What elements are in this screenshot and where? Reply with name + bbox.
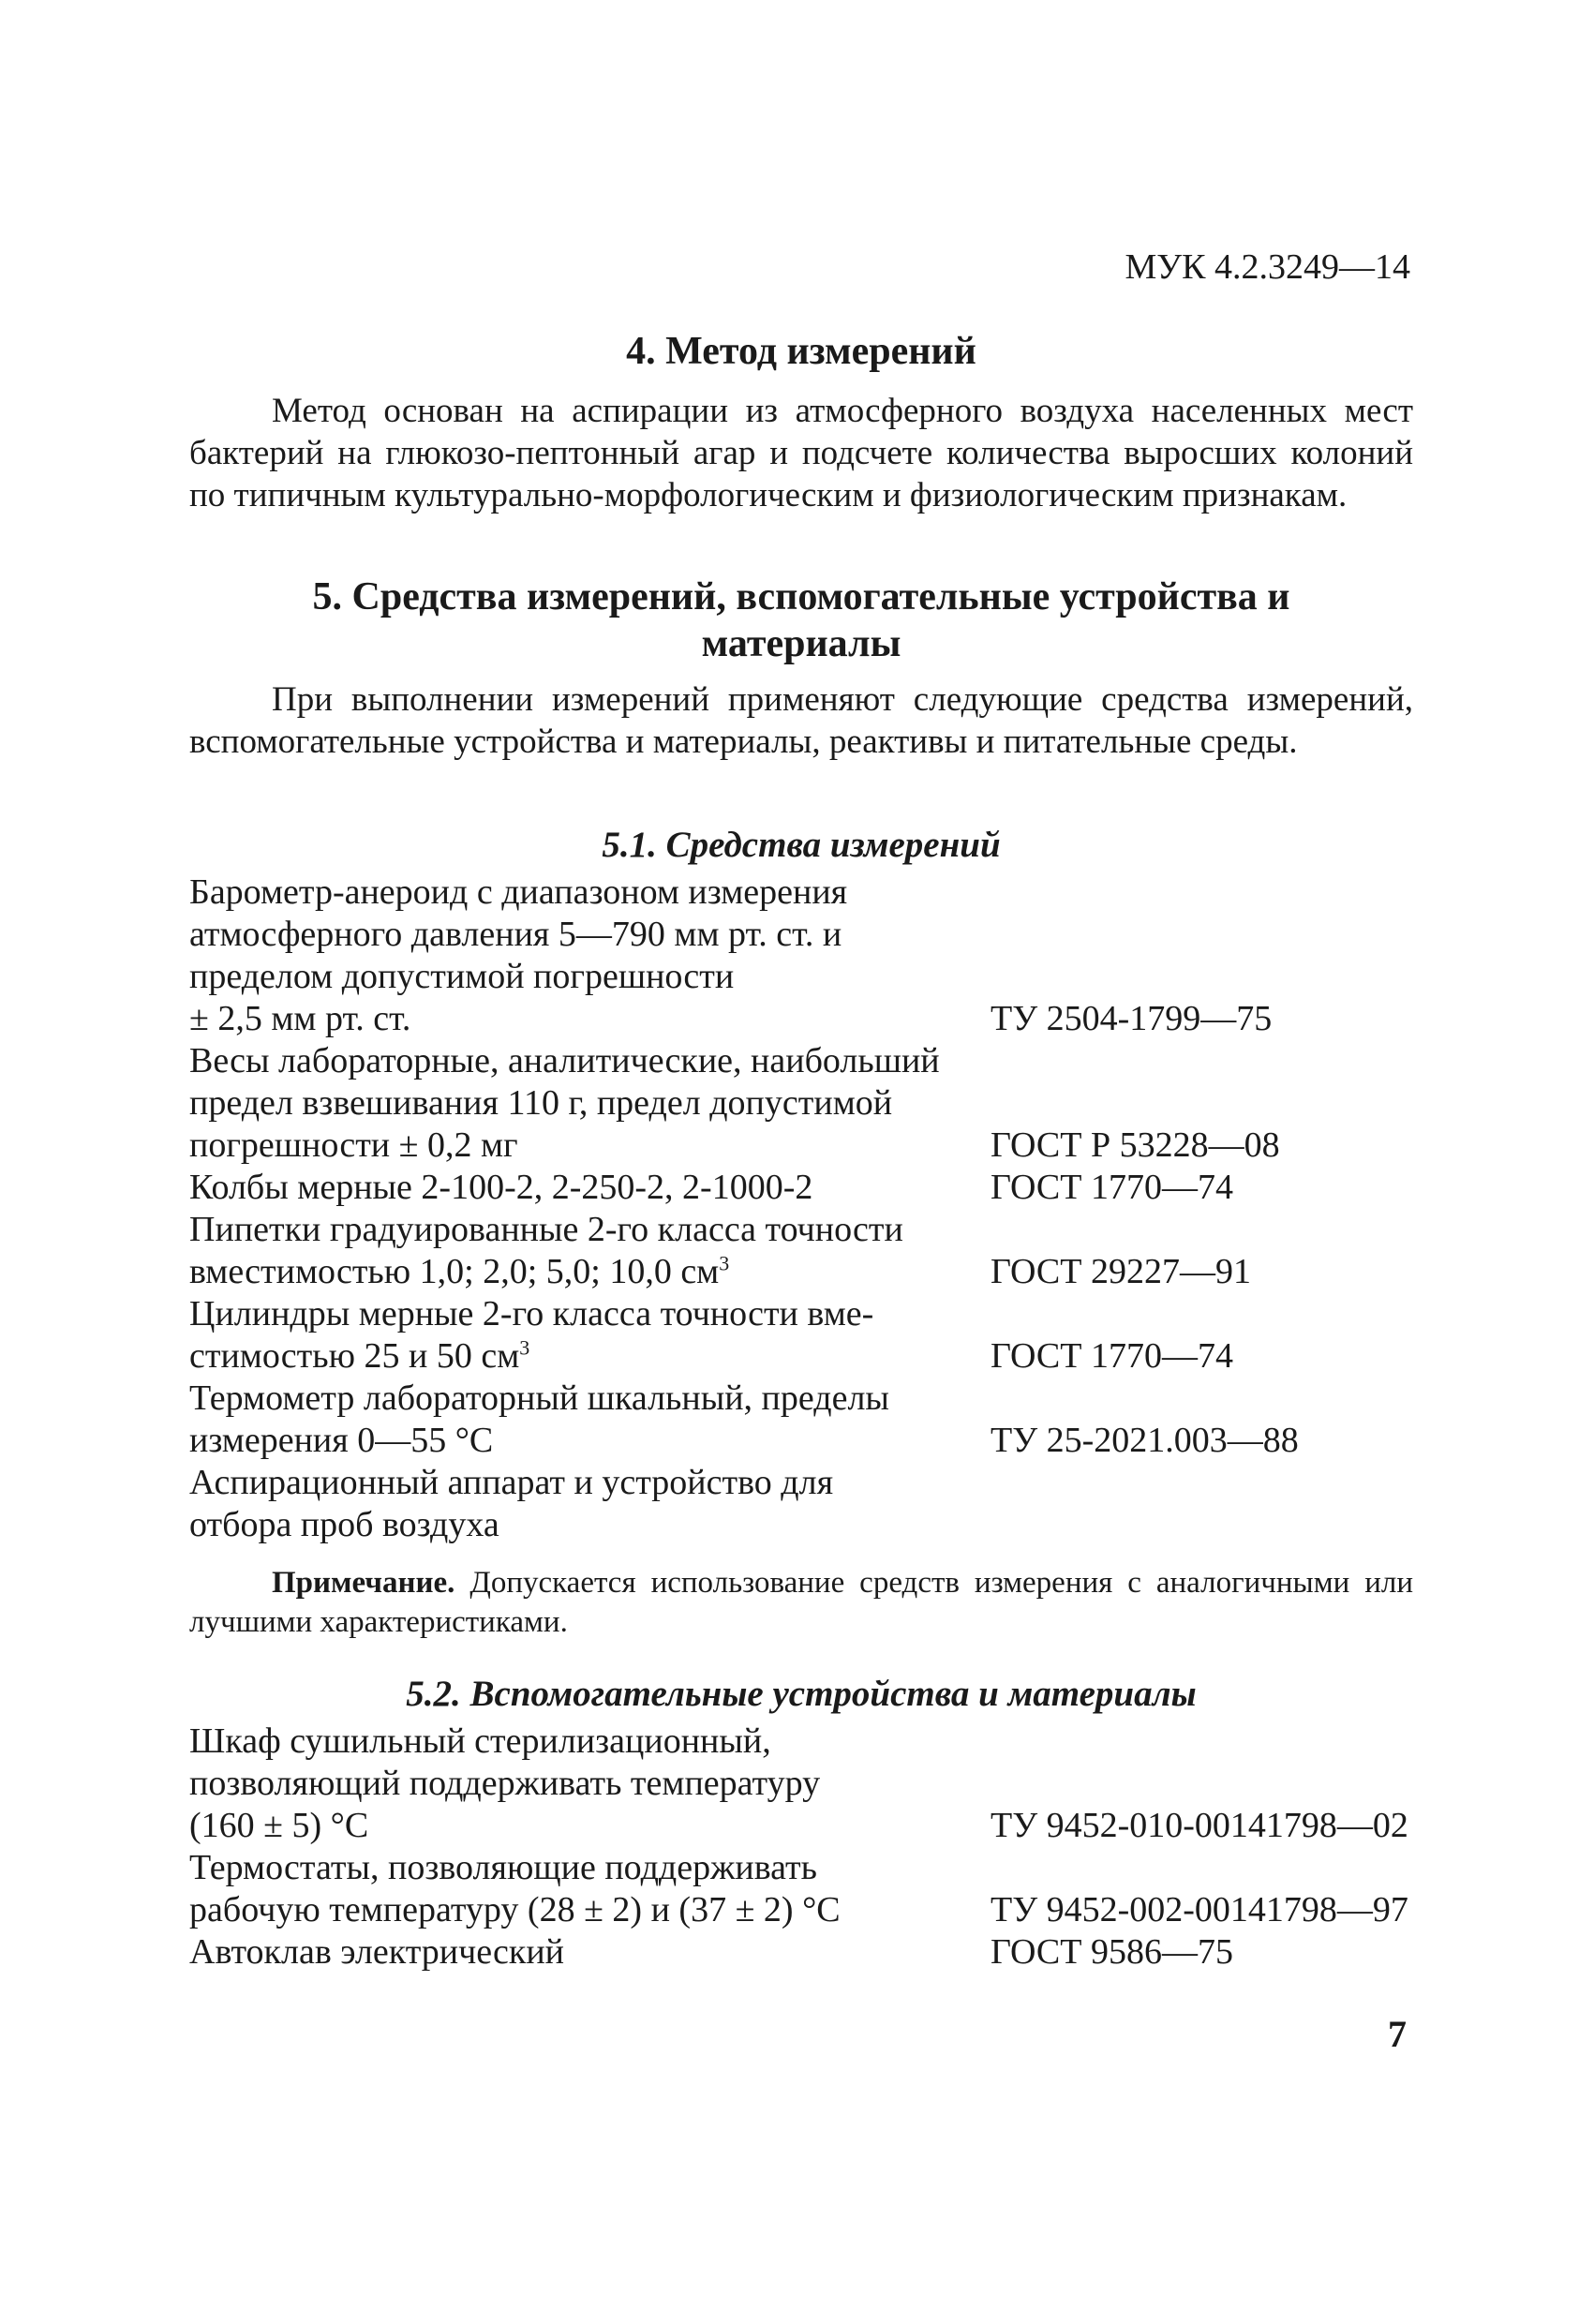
item-standard: ТУ 9452-010-00141798—02	[991, 1806, 1408, 1845]
list-item	[189, 1167, 1413, 1209]
superscript: 3	[519, 1335, 530, 1360]
section-5-paragraph: При выполнении измерений применяют следующие средства измерений, вспомогательные устройства и материалы, реактивы и питательные среды.	[189, 680, 1413, 761]
list-item	[189, 872, 1413, 1040]
section-5-title-line2: материалы	[701, 622, 901, 665]
list-item	[189, 1209, 1413, 1293]
document-code: МУК 4.2.3249—14	[1125, 247, 1410, 287]
section-4-title: 4. Метод измерений	[626, 330, 976, 373]
list-item	[189, 1847, 1413, 1931]
page-number: 7	[1388, 2013, 1407, 2055]
section-4	[189, 328, 1413, 516]
section-5-2	[189, 1672, 1413, 1974]
list-item	[189, 1293, 1413, 1378]
section-5	[189, 574, 1413, 763]
section-5-1	[189, 823, 1413, 1642]
section-5-2-title: 5.2. Вспомогательные устройства и материалы	[406, 1674, 1197, 1714]
section-5-1-title: 5.1. Средства измерений	[602, 825, 1001, 865]
measuring-instruments-list	[189, 872, 1413, 1546]
section-5-title	[189, 574, 1413, 667]
item-description: Шкаф сушильный стерилизационный, позволяющий поддерживать температуру (160 ± 5) °С	[189, 1721, 821, 1845]
auxiliary-devices-list	[189, 1721, 1413, 1974]
item-standard: ГОСТ 1770—74	[991, 1168, 1233, 1207]
item-standard: ГОСТ 1770—74	[991, 1336, 1233, 1376]
item-standard: ТУ 25-2021.003—88	[991, 1421, 1299, 1460]
list-item	[189, 1378, 1413, 1462]
item-description: Аспирационный аппарат и устройство для отбора проб воздуха	[189, 1463, 834, 1544]
item-description-text: Пипетки градуированные 2-го класса точности вместимостью 1,0; 2,0; 5,0; 10,0 см	[189, 1210, 903, 1291]
item-description: Барометр-анероид с диапазоном измерения атмосферного давления 5—790 мм рт. ст. и пределом допустимой погрешности ± 2,5 мм рт. ст.	[189, 872, 848, 1038]
item-description: Термометр лабораторный шкальный, пределы измерения 0—55 °С	[189, 1378, 889, 1460]
item-description	[189, 1293, 991, 1378]
item-description-text: Цилиндры мерные 2-го класса точности вме- стимостью 25 и 50 см	[189, 1294, 874, 1376]
list-item	[189, 1931, 1413, 1974]
item-description: Весы лабораторные, аналитические, наибольший предел взвешивания 110 г, предел допустимой погрешности ± 0,2 мг	[189, 1041, 940, 1165]
item-description	[189, 1209, 991, 1293]
item-standard: ТУ 2504-1799—75	[991, 999, 1273, 1038]
list-item	[189, 1040, 1413, 1167]
section-4-paragraph: Метод основан на аспирации из атмосферного воздуха населенных мест бактерий на глюкозо-пептонный агар и подсчете количества выросших колоний по типичным культурально-морфологическим и физиологическим признакам.	[189, 392, 1413, 514]
superscript: 3	[719, 1251, 730, 1275]
item-description: Колбы мерные 2-100-2, 2-250-2, 2-1000-2	[189, 1168, 813, 1207]
note	[189, 1563, 1413, 1642]
section-5-title-line1: 5. Средства измерений, вспомогательные устройства и	[312, 575, 1290, 618]
item-standard: ГОСТ Р 53228—08	[991, 1125, 1280, 1165]
item-standard: ГОСТ 29227—91	[991, 1252, 1251, 1291]
note-label: Примечание.	[272, 1566, 455, 1600]
note-text: Допускается использование средств измерения с аналогичными или лучшими характеристиками.	[189, 1566, 1413, 1639]
list-item	[189, 1462, 1413, 1546]
item-standard: ТУ 9452-002-00141798—97	[991, 1890, 1408, 1929]
item-description: Автоклав электрический	[189, 1932, 565, 1972]
list-item	[189, 1721, 1413, 1847]
item-standard: ГОСТ 9586—75	[991, 1932, 1233, 1972]
item-description: Термостаты, позволяющие поддерживать рабочую температуру (28 ± 2) и (37 ± 2) °С	[189, 1848, 841, 1929]
